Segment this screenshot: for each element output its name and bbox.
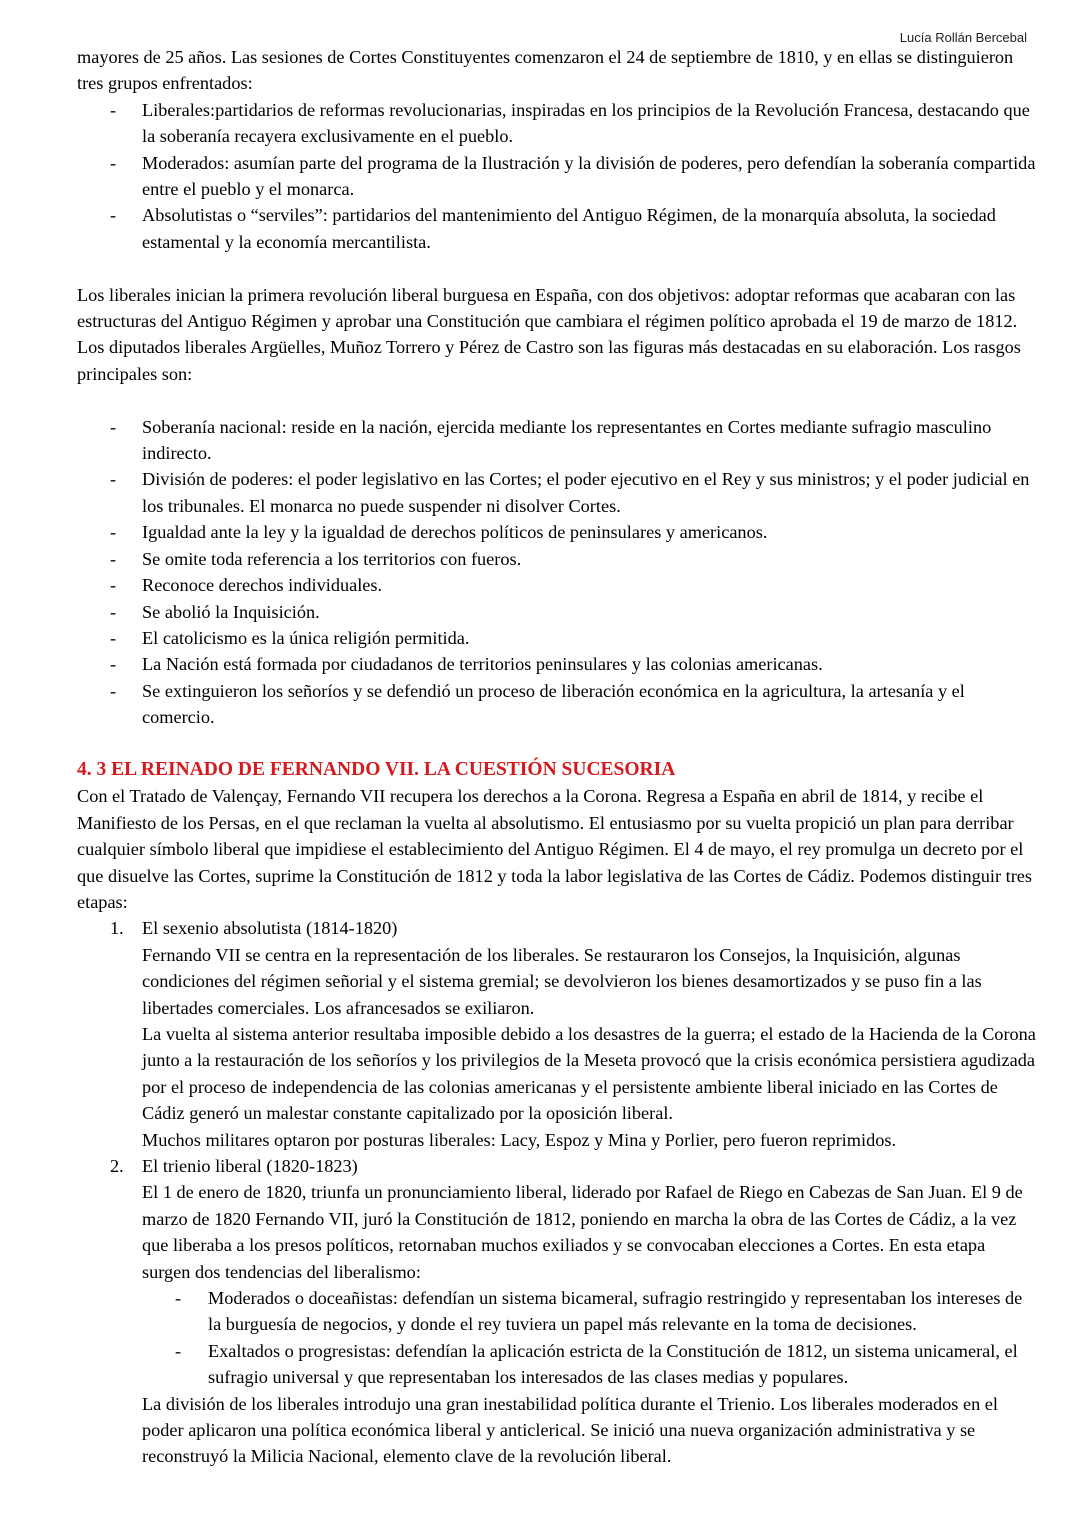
constitution-features-list	[77, 414, 1037, 731]
list-item: - Exaltados o progresistas: defendían la aplicación estricta de la Constitución de 1812, un sistema unicameral, el sufragio universal y que representaban los interesados de las clases medias y populares.	[77, 1338, 1037, 1391]
dash-bullet: -	[110, 627, 117, 648]
list-item: - Se extinguieron los señoríos y se defendió un proceso de liberación económica en la agricultura, la artesanía y el comercio.	[77, 678, 1037, 731]
stage-number: 1.	[110, 918, 124, 939]
stage-paragraph: La vuelta al sistema anterior resultaba imposible debido a los desastres de la guerra; el estado de la Hacienda de la Corona junto a la restauración de los señoríos y los privilegios de la Meseta provocó que la crisis económica persistiera agudizada por el proceso de independencia de las colonias americanas y el persistente ambiente liberal iniciado en las Cortes de Cádiz generó un malestar constante capitalizado por la oposición liberal.	[142, 1023, 1036, 1124]
stage-number: 2.	[110, 1156, 124, 1177]
dash-bullet: -	[110, 575, 117, 596]
dash-bullet: -	[110, 469, 117, 490]
dash-bullet: -	[110, 548, 117, 569]
stages-list	[77, 915, 1037, 1285]
intro-paragraph: mayores de 25 años. Las sesiones de Cortes Constituyentes comenzaron el 24 de septiembre de 1810, y en ellas se distinguieron tres grupos enfrentados:	[77, 47, 1014, 94]
dash-bullet: -	[110, 654, 117, 675]
list-item: - Absolutistas o “serviles”: partidarios del mantenimiento del Antiguo Régimen, de la monarquía absoluta, la sociedad estamental y la economía mercantilista.	[77, 202, 1037, 255]
dash-bullet: -	[110, 152, 117, 173]
list-item: - Moderados: asumían parte del programa de la Ilustración y la división de poderes, pero defendían la soberanía compartida entre el pueblo y el monarca.	[77, 150, 1037, 203]
spacer	[77, 731, 1037, 757]
stage-paragraph: Fernando VII se centra en la representación de los liberales. Se restauraron los Consejos, la Inquisición, algunas condiciones del régimen señorial y el sistema gremial; se devolvieron los bienes desamortizados y se puso fin a las libertades comerciales. Los afrancesados se exiliaron.	[142, 944, 982, 1018]
document-body	[77, 44, 1037, 1470]
list-item: - Liberales:partidarios de reformas revolucionarias, inspiradas en los principios de la Revolución Francesa, destacando que la soberanía recayera exclusivamente en el pueblo.	[77, 97, 1037, 150]
spacer	[77, 255, 1037, 281]
stage-title: El sexenio absolutista (1814-1820)	[142, 918, 398, 939]
author-name: Lucía Rollán Bercebal	[899, 30, 1027, 45]
spacer	[77, 387, 1037, 413]
groups-list	[77, 97, 1037, 255]
stage-title: El trienio liberal (1820-1823)	[142, 1156, 358, 1177]
list-item: - Soberanía nacional: reside en la nación, ejercida mediante los representantes en Cortes mediante sufragio masculino indirecto.	[77, 414, 1037, 467]
dash-bullet: -	[175, 1288, 182, 1309]
stage-closing-paragraph: La división de los liberales introdujo una gran inestabilidad política durante el Trienio. Los liberales moderados en el poder aplicaron una política económica liberal y anticlerical. Se inició una nueva organización administrativa y se reconstruyó la Milicia Nacional, elemento clave de la revolución liberal.	[142, 1393, 998, 1467]
tendencies-list	[77, 1285, 1037, 1391]
dash-bullet: -	[175, 1340, 182, 1361]
stage-item	[77, 915, 1037, 1153]
constitution-paragraph: Los liberales inician la primera revolución liberal burguesa en España, con dos objetivos: adoptar reformas que acabaran con las estructuras del Antiguo Régimen y aprobar una Constitución que cambiara el régimen político aprobada el 19 de marzo de 1812. Los diputados liberales Argüelles, Muñoz Torrero y Pérez de Castro son las figuras más destacadas en su elaboración. Los rasgos principales son:	[77, 284, 1021, 384]
dash-bullet: -	[110, 99, 117, 120]
list-item: - La Nación está formada por ciudadanos de territorios peninsulares y las colonias americanas.	[77, 651, 1037, 677]
stage-item	[77, 1153, 1037, 1285]
dash-bullet: -	[110, 416, 117, 437]
list-item: - Se omite toda referencia a los territorios con fueros.	[77, 546, 1037, 572]
list-item: - División de poderes: el poder legislativo en las Cortes; el poder ejecutivo en el Rey y sus ministros; y el poder judicial en los tribunales. El monarca no puede suspender ni disolver Cortes.	[77, 466, 1037, 519]
list-item: - Igualdad ante la ley y la igualdad de derechos políticos de peninsulares y americanos.	[77, 519, 1037, 545]
dash-bullet: -	[110, 680, 117, 701]
list-item: - Se abolió la Inquisición.	[77, 599, 1037, 625]
section-heading: 4. 3 EL REINADO DE FERNANDO VII. LA CUESTIÓN SUCESORIA	[77, 758, 676, 780]
dash-bullet: -	[110, 601, 117, 622]
stage-paragraph: Muchos militares optaron por posturas liberales: Lacy, Espoz y Mina y Porlier, pero fueron reprimidos.	[142, 1129, 897, 1150]
list-item: - El catolicismo es la única religión permitida.	[77, 625, 1037, 651]
list-item: - Reconoce derechos individuales.	[77, 572, 1037, 598]
section-paragraph: Con el Tratado de Valençay, Fernando VII recupera los derechos a la Corona. Regresa a España en abril de 1814, y recibe el Manifiesto de los Persas, en el que reclaman la vuelta al absolutismo. El entusiasmo por su vuelta propició un plan para derribar cualquier símbolo liberal que impidiese el establecimiento del Antiguo Régimen. El 4 de mayo, el rey promulga un decreto por el que disuelve las Cortes, suprime la Constitución de 1812 y toda la labor legislativa de las Cortes de Cádiz. Podemos distinguir tres etapas:	[77, 786, 1033, 912]
list-item: - Moderados o doceañistas: defendían un sistema bicameral, sufragio restringido y representaban los intereses de la burguesía de negocios, y donde el rey tuviera un papel más relevante en la toma de decisiones.	[77, 1285, 1037, 1338]
stage-paragraph: El 1 de enero de 1820, triunfa un pronunciamiento liberal, liderado por Rafael de Riego en Cabezas de San Juan. El 9 de marzo de 1820 Fernando VII, juró la Constitución de 1812, poniendo en marcha la obra de las Cortes de Cádiz, a la vez que liberaba a los presos políticos, retornaban muchos exiliados y se convocaban elecciones a Cortes. En esta etapa surgen dos tendencias del liberalismo:	[142, 1182, 1023, 1282]
dash-bullet: -	[110, 205, 117, 226]
dash-bullet: -	[110, 522, 117, 543]
